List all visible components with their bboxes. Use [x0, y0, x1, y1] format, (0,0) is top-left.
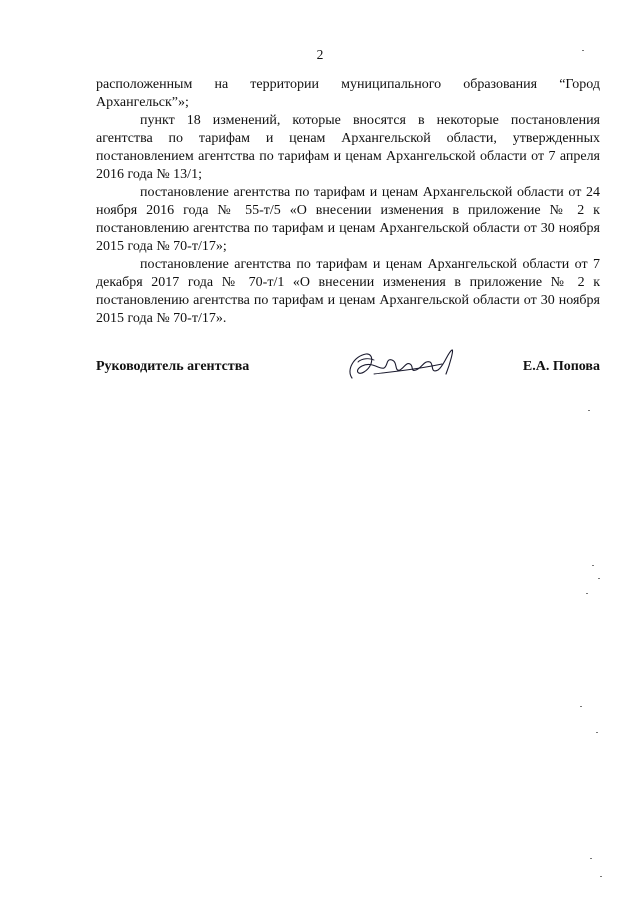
paragraph-2: пункт 18 изменений, которые вносятся в некоторые постановления агентства по тарифам и ценам Архангельской области, утвержденных постановлением агентства по тарифам и ценам Архангельской области от 7 апреля 2016 года № 13/1;	[96, 113, 600, 182]
document-body	[96, 76, 600, 328]
scan-speck	[592, 565, 594, 566]
scan-speck	[580, 706, 582, 707]
paragraph-1: расположенным на территории муниципального образования “Город Архангельск”»;	[96, 77, 600, 110]
scan-speck	[582, 50, 584, 51]
scan-speck	[596, 732, 598, 733]
signature-block	[96, 356, 600, 386]
signatory-name: Е.А. Попова	[522, 359, 600, 374]
signatory-title: Руководитель агентства	[96, 359, 250, 374]
paragraph-4: постановление агентства по тарифам и ценам Архангельской области от 7 декабря 2017 года № 70-т/1 «О внесении изменения в приложение № 2 к постановлению агентства по тарифам и ценам Архангельской области от 30 ноября 2015 года № 70-т/17».	[96, 257, 600, 326]
page-number: 2	[316, 47, 324, 62]
scan-speck	[588, 410, 590, 411]
scan-speck	[586, 593, 588, 594]
scan-speck	[590, 858, 592, 859]
handwritten-signature	[344, 344, 464, 388]
scan-speck	[598, 578, 600, 579]
scan-speck	[600, 876, 602, 877]
paragraph-3: постановление агентства по тарифам и ценам Архангельской области от 24 ноября 2016 года № 55-т/5 «О внесении изменения в приложение № 2 к постановлению агентства по тарифам и ценам Архангельской области от 30 ноября 2015 года № 70-т/17»;	[96, 185, 600, 254]
